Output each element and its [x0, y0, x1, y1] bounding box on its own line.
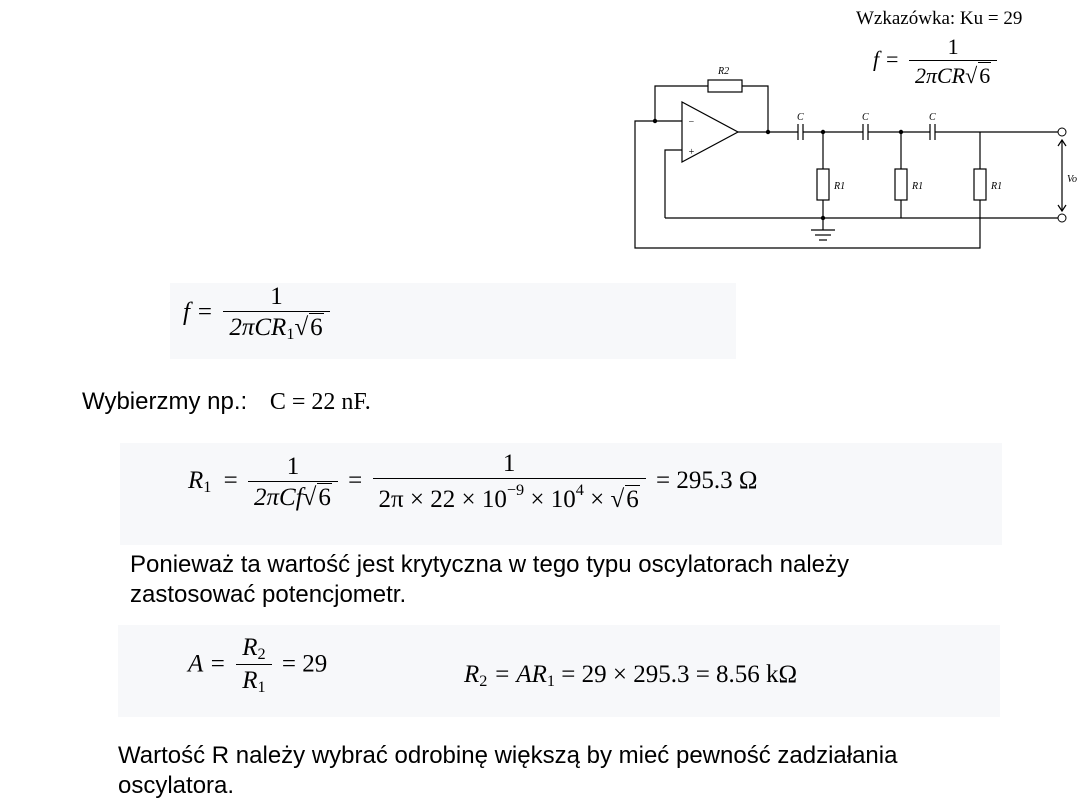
- note2-line1: Wartość R należy wybrać odrobinę większą by mieć pewność zadziałania: [118, 742, 898, 769]
- potentiometer-note: [130, 550, 849, 610]
- hint-label: Wzkazówka:: [856, 8, 956, 29]
- gain-calculation: A = $\frac{R_2}{R_1}$ = 29: [188, 634, 328, 697]
- f-lhs: f =: [183, 298, 214, 326]
- label-c2: C: [862, 112, 869, 123]
- gain-fraction: $\frac{R_2}{R_1}$: [236, 634, 271, 697]
- label-r1-c: R1: [991, 181, 1003, 192]
- hint-gain: Ku = 29: [959, 8, 1023, 29]
- choose-text: Wybierzmy np.:: [82, 388, 248, 415]
- f-denominator: 2πCR$_1$√6: [223, 311, 329, 344]
- label-vo: Vo: [1067, 174, 1077, 185]
- hint-denominator: 2πCR√6: [909, 60, 997, 89]
- gain-result: = 29: [281, 650, 328, 678]
- f-numerator: 1: [270, 283, 283, 310]
- label-r2: R2: [718, 66, 730, 77]
- hint-block: [856, 8, 1022, 30]
- r1-fraction-2: $\frac{1}{2\pi \times 22 \times 10^{-9} \times 10^4 \times √6}$: [373, 450, 646, 514]
- hint-numerator: 1: [947, 34, 959, 59]
- frequency-formula: [183, 283, 334, 344]
- note2-line2: oscylatora.: [118, 772, 235, 799]
- r1-calculation: $R_1$ = $\frac{1}{\text{2πCf√6}}$ = $\frac{1}{2\pi \times 22 \times 10^{-9} \times 10^4 \times √6}$ = 295.3 Ω: [188, 450, 758, 514]
- r1-result: = 295.3 Ω: [655, 466, 758, 494]
- resistor-selection-note: [118, 741, 897, 801]
- label-op-minus: −: [688, 117, 695, 128]
- choose-capacitor-line: [82, 388, 371, 416]
- label-c1: C: [797, 112, 804, 123]
- label-r1-a: R1: [834, 181, 846, 192]
- r1-fraction-1: $\frac{1}{\text{2πCf√6}}$: [248, 453, 338, 512]
- hint-f-lhs: f =: [873, 46, 900, 72]
- choose-value: C = 22 nF.: [269, 389, 371, 415]
- note1-line1: Ponieważ ta wartość jest krytyczna w tego typu oscylatorach należy: [130, 551, 849, 578]
- label-op-plus: +: [688, 147, 695, 158]
- r2-result: = 29 × 295.3 = 8.56 kΩ: [555, 661, 798, 688]
- label-c3: C: [929, 112, 936, 123]
- note1-line2: zastosować potencjometr.: [130, 581, 407, 608]
- r2-calculation: $R_2 = AR_1 = 29 \times 295.3 = 8.56$ kΩ: [464, 661, 798, 691]
- label-r1-b: R1: [912, 181, 924, 192]
- f-fraction: [223, 283, 329, 344]
- phase-shift-oscillator-circuit: [630, 58, 1080, 254]
